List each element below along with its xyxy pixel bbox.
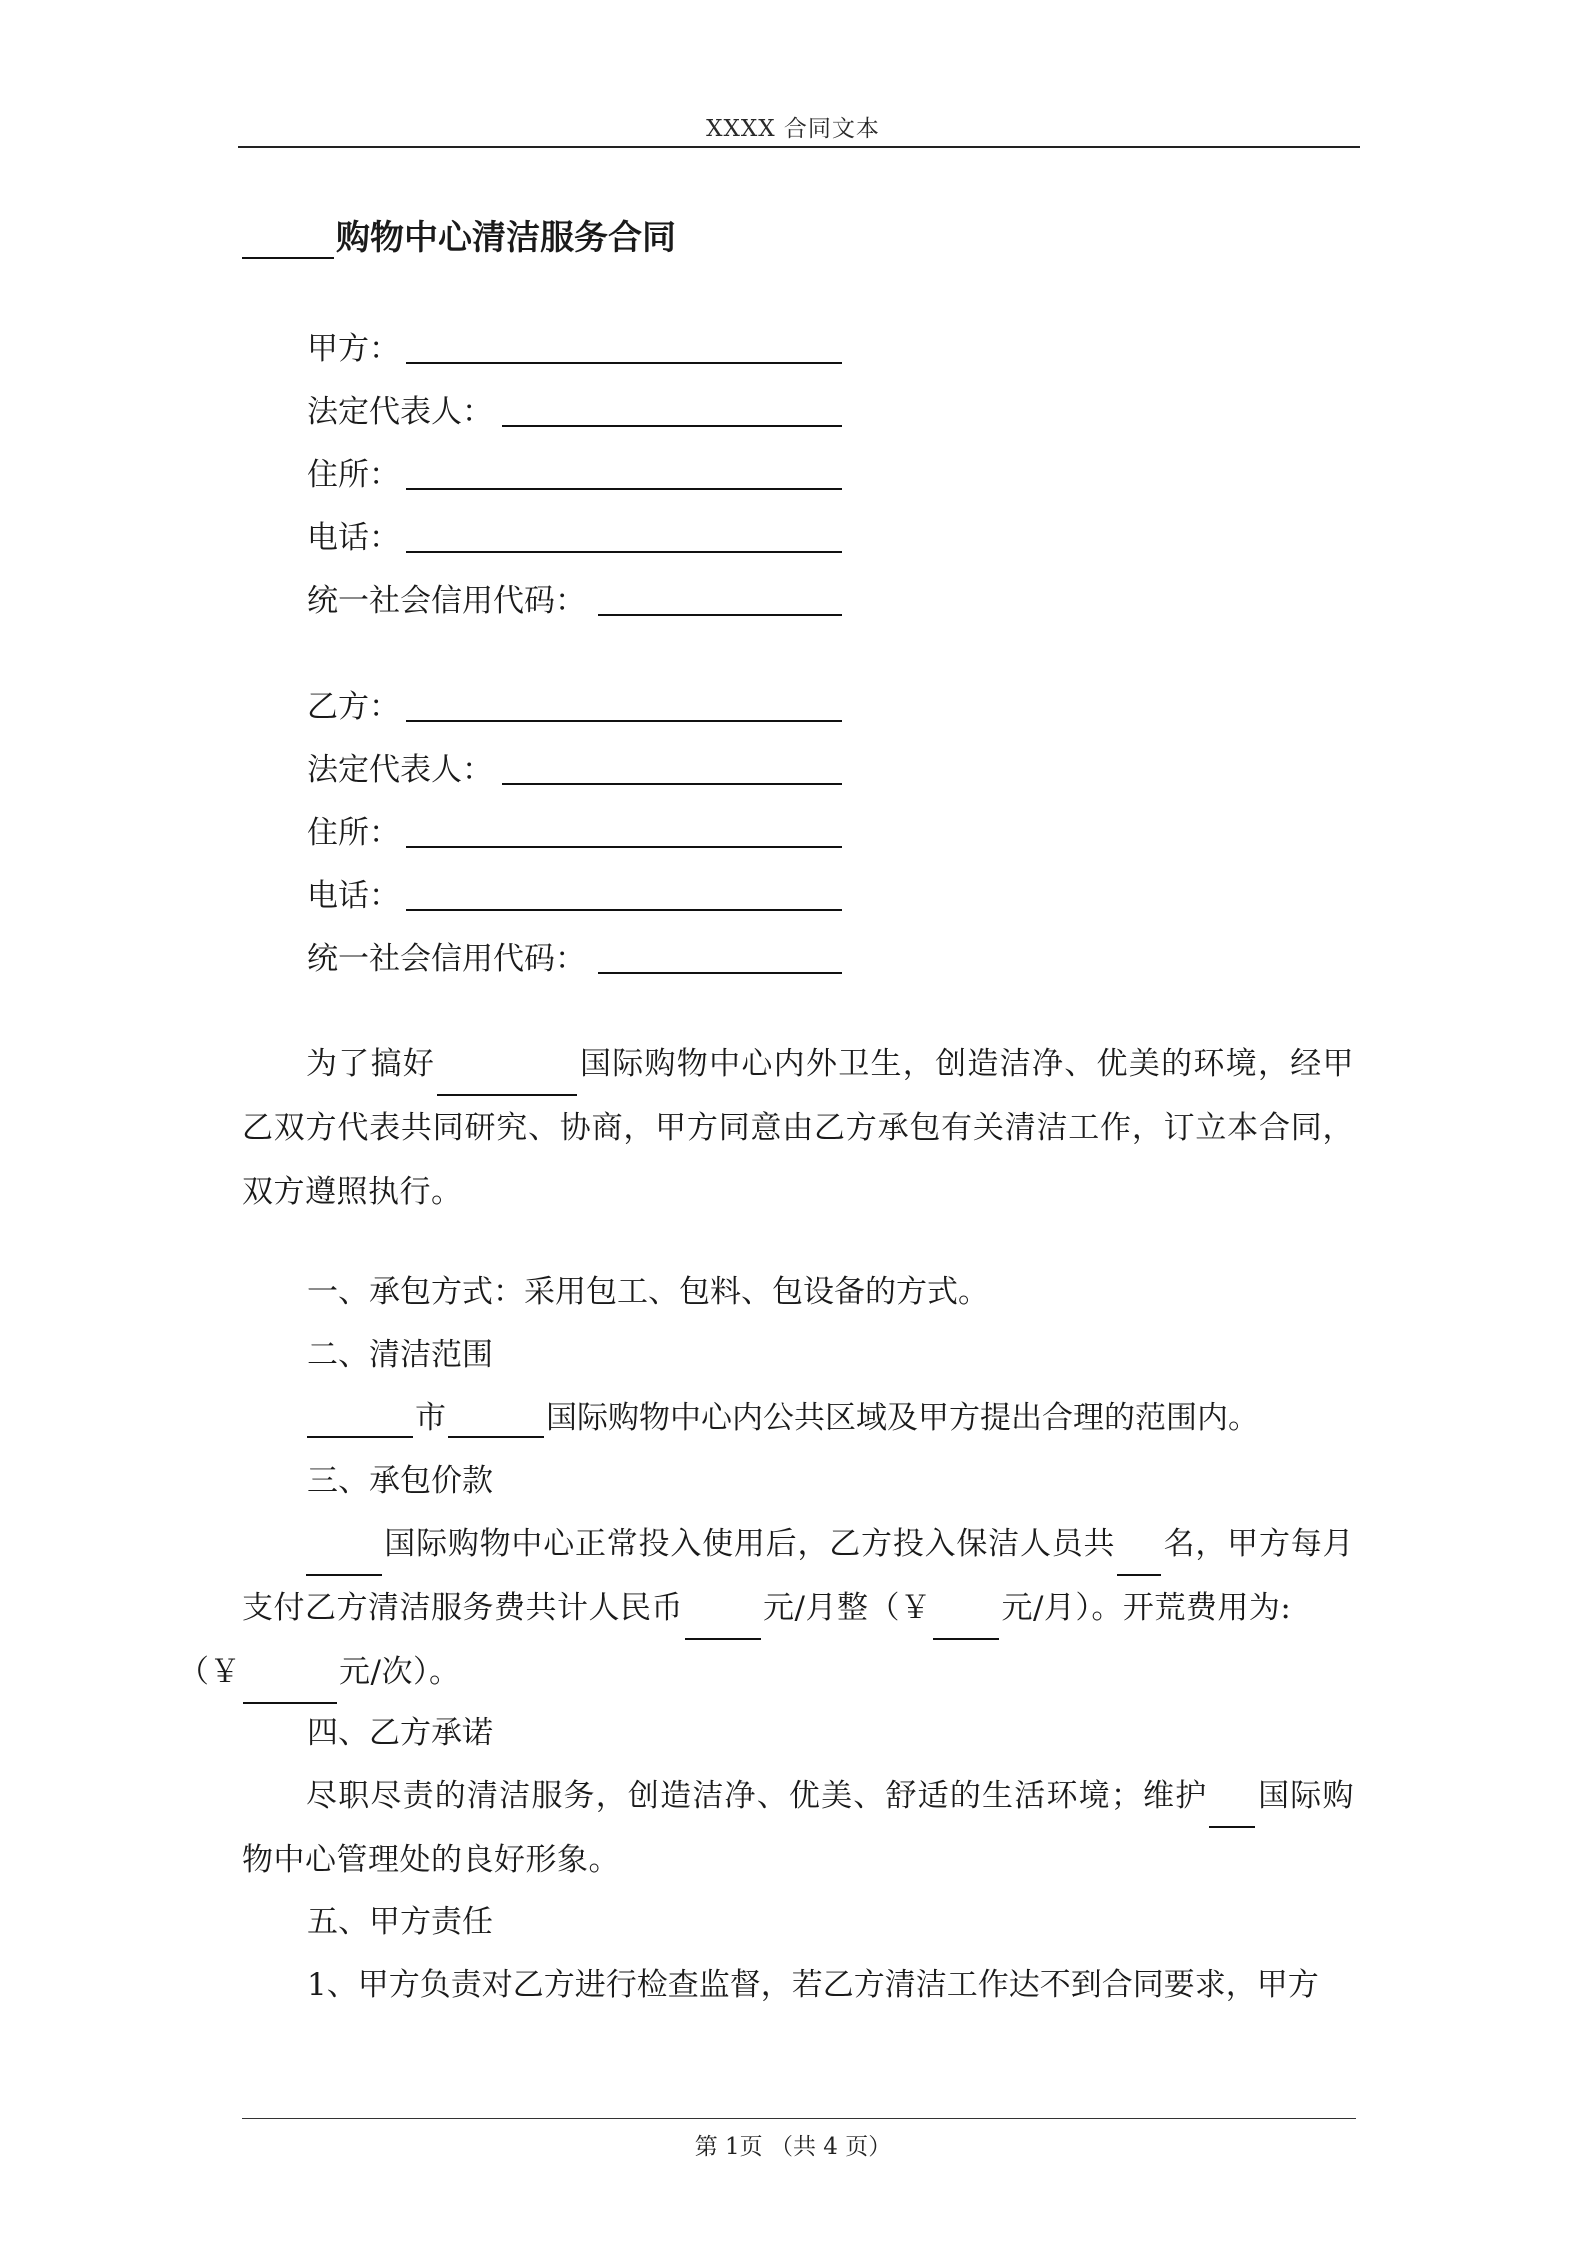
party-b-address-blank[interactable] <box>406 846 842 848</box>
preamble-paragraph <box>242 1032 1354 1224</box>
party-b-name-field <box>307 686 400 726</box>
party-a-credit-code-label: 统一社会信用代码： <box>307 583 586 619</box>
party-b-phone-blank[interactable] <box>406 909 842 911</box>
party-b-label: 乙方： <box>307 689 400 725</box>
party-b-credit-code-label: 统一社会信用代码： <box>307 941 586 977</box>
party-a-name-blank[interactable] <box>406 362 842 364</box>
section-3-body <box>178 1512 1355 1704</box>
section-3-text-1: 国际购物中心正常投入使用后，乙方投入保洁人员共 <box>384 1526 1116 1562</box>
party-b-rep-blank[interactable] <box>502 783 842 785</box>
preamble-text-2: 国际购物中心内外卫生，创造洁净、优美的环境，经甲乙双方代表共同研究、协商，甲方同意由乙方承包有关清洁工作，订立本合同，双方遵照执行。 <box>242 1046 1355 1210</box>
section-3-fee-blank[interactable] <box>685 1608 761 1640</box>
section-3-fee-number-blank[interactable] <box>933 1608 999 1640</box>
party-a-rep-blank[interactable] <box>502 425 842 427</box>
section-3-heading: 三、承包价款 <box>307 1463 493 1499</box>
header-divider <box>238 146 1360 148</box>
section-4-blank[interactable] <box>1209 1796 1255 1828</box>
footer-page-info: 第 1页 （共 4 页） <box>694 2134 892 2160</box>
party-a-credit-code-field <box>307 580 586 620</box>
preamble-blank[interactable] <box>437 1064 577 1096</box>
party-b-name-blank[interactable] <box>406 720 842 722</box>
party-b-address-field <box>307 812 400 852</box>
section-4-text-1: 尽职尽责的清洁服务，创造洁净、优美、舒适的生活环境；维护 <box>306 1778 1208 1814</box>
section-3-cleaning-fee-blank[interactable] <box>243 1672 337 1704</box>
party-b-address-label: 住所： <box>307 815 400 851</box>
preamble-text-1: 为了搞好 <box>306 1046 436 1082</box>
footer-divider <box>242 2118 1356 2119</box>
section-4-heading: 四、乙方承诺 <box>307 1715 493 1751</box>
header-title: XXXX 合同文本 <box>706 116 880 142</box>
section-3-text-3: 元/月整（￥ <box>763 1590 932 1626</box>
party-a-credit-code-blank[interactable] <box>598 614 842 616</box>
party-b-phone-label: 电话： <box>307 878 400 914</box>
section-2-text-1: 市 <box>415 1400 446 1436</box>
document-title <box>242 210 676 259</box>
party-a-address-label: 住所： <box>307 457 400 493</box>
party-a-address-blank[interactable] <box>406 488 842 490</box>
party-a-phone-blank[interactable] <box>406 551 842 553</box>
title-text: 购物中心清洁服务合同 <box>336 218 676 258</box>
title-blank[interactable] <box>242 227 334 259</box>
section-5-heading: 五、甲方责任 <box>307 1904 493 1940</box>
section-2-heading: 二、清洁范围 <box>307 1337 493 1373</box>
section-2-text-2: 国际购物中心内公共区域及甲方提出合理的范围内。 <box>546 1400 1259 1436</box>
section-1-text: 一、承包方式：采用包工、包料、包设备的方式。 <box>307 1274 989 1310</box>
party-b-rep-label: 法定代表人： <box>307 752 493 788</box>
section-2-city-blank[interactable] <box>307 1406 413 1438</box>
party-a-rep-field <box>307 391 493 431</box>
party-a-rep-label: 法定代表人： <box>307 394 493 430</box>
party-b-phone-field <box>307 875 400 915</box>
section-3-text-2: 名，甲方每月支付乙方清洁服务费共计人民币 <box>242 1526 1355 1626</box>
section-2-mall-blank[interactable] <box>448 1406 544 1438</box>
section-3-text-4: 元/月）。开荒费用为: <box>1001 1590 1292 1626</box>
section-5-item-1: 1、甲方负责对乙方进行检查监督，若乙方清洁工作达不到合同要求，甲方 <box>307 1967 1319 2003</box>
section-3-staff-count-blank[interactable] <box>1117 1544 1161 1576</box>
party-a-address-field <box>307 454 400 494</box>
section-4-text-2: 国际购物中心管理处的良好形象。 <box>242 1778 1355 1878</box>
party-b-credit-code-field <box>307 938 586 978</box>
party-a-name-field <box>307 328 400 368</box>
party-a-phone-label: 电话： <box>307 520 400 556</box>
party-a-phone-field <box>307 517 400 557</box>
section-3-text-5: （￥ <box>178 1654 241 1690</box>
section-3-text-6: 元/次）。 <box>339 1654 461 1690</box>
party-b-credit-code-blank[interactable] <box>598 972 842 974</box>
party-b-rep-field <box>307 749 493 789</box>
section-3-mall-blank[interactable] <box>306 1544 382 1576</box>
section-2-body <box>307 1398 1259 1438</box>
section-4-body <box>242 1764 1354 1892</box>
party-a-label: 甲方： <box>307 331 400 367</box>
